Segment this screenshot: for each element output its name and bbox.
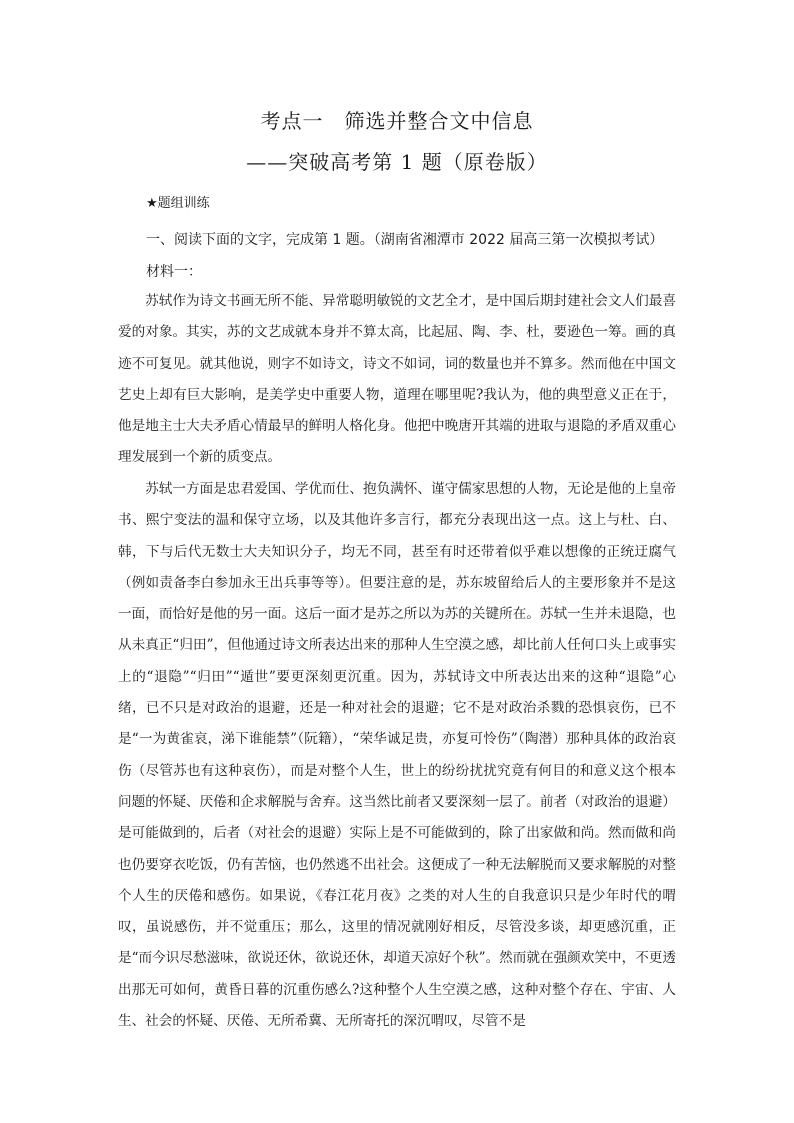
page-subtitle: ——突破高考第 1 题（原卷版） xyxy=(246,150,548,174)
section-tag: ★题组训练 xyxy=(146,196,210,211)
question-instruction: 一、阅读下面的文字，完成第 1 题。（湖南省湘潭市 2022 届高三第一次模拟考试） xyxy=(146,232,664,248)
page-title: 考点一 筛选并整合文中信息 xyxy=(260,109,534,133)
paragraph: 苏轼一方面是忠君爱国、学优而仕、抱负满怀、谨守儒家思想的人物，无论是他的上皇帝书、熙宁变法的温和保守立场，以及其他许多言行，都充分表现出这一点。这上与杜、白、韩，下与后代无数士大夫知识分子，均无不同，甚至有时还带着似乎难以想像的正统迂腐气（例如责备李白参加永王出兵事等等）。但要注意的是，苏东坡留给后人的主要形象并不是这一面，而恰好是他的另一面。这后一面才是苏之所以为苏的关键所在。苏轼一生并未退隐，也从未真正“归田”，但他通过诗文所表达出来的那种人生空漠之感，却比前人任何口头上或事实上的“退隐”“归田”“遁世”要更深刻更沉重。因为，苏轼诗文中所表达出来的这种“退隐”心绪，已不只是对政治的退避，还是一种对社会的退避；它不是对政治杀戮的恐惧哀伤，已不是“一为黄雀哀，涕下谁能禁”（阮籍），“荣华诚足贵，亦复可怜伤”（陶潜）那种具体的政治哀伤（尽管苏也有这种哀伤），而是对整个人生，世上的纷纷扰扰究竟有何目的和意义这个根本问题的怀疑、厌倦和企求解脱与舍弃。这当然比前者又要深刻一层了。前者（对政治的退避）是可能做到的，后者（对社会的退避）实际上是不可能做到的，除了出家做和尚。然而做和尚也仍要穿衣吃饭，仍有苦恼，也仍然逃不出社会。这便成了一种无法解脱而又要求解脱的对整个人生的厌倦和感伤。如果说，《春江花月夜》之类的对人生的自我意识只是少年时代的喟叹，虽说感伤，并不觉重压；那么，这里的情况就刚好相反，尽管没多谈，却更感沉重，正是“而今识尽愁滋味，欲说还休，欲说还休，却道天凉好个秋”。然而就在强颜欢笑中，不更透出那无可如何，黄昏日暮的沉重伤感么?这种整个人生空漠之感，这种对整个存在、宇宙、人生、社会的怀疑、厌倦、无所希冀、无所寄托的深沉喟叹，尽管不是 xyxy=(118,481,676,1030)
material-label: 材料一： xyxy=(146,264,202,280)
paragraph: 苏轼作为诗文书画无所不能、异常聪明敏锐的文艺全才，是中国后期封建社会文人们最喜爱的对象。其实，苏的文艺成就本身并不算太高，比起屈、陶、李、杜，要逊色一筹。画的真迹不可复见。就其他说，则字不如诗文，诗文不如词，词的数量也并不算多。然而他在中国文艺史上却有巨大影响，是美学史中重要人物，道理在哪里呢?我认为，他的典型意义正在于，他是地主士大夫矛盾心情最早的鲜明人格化身。他把中晚唐开其端的进取与退隐的矛盾双重心理发展到一个新的质变点。 xyxy=(118,293,676,466)
